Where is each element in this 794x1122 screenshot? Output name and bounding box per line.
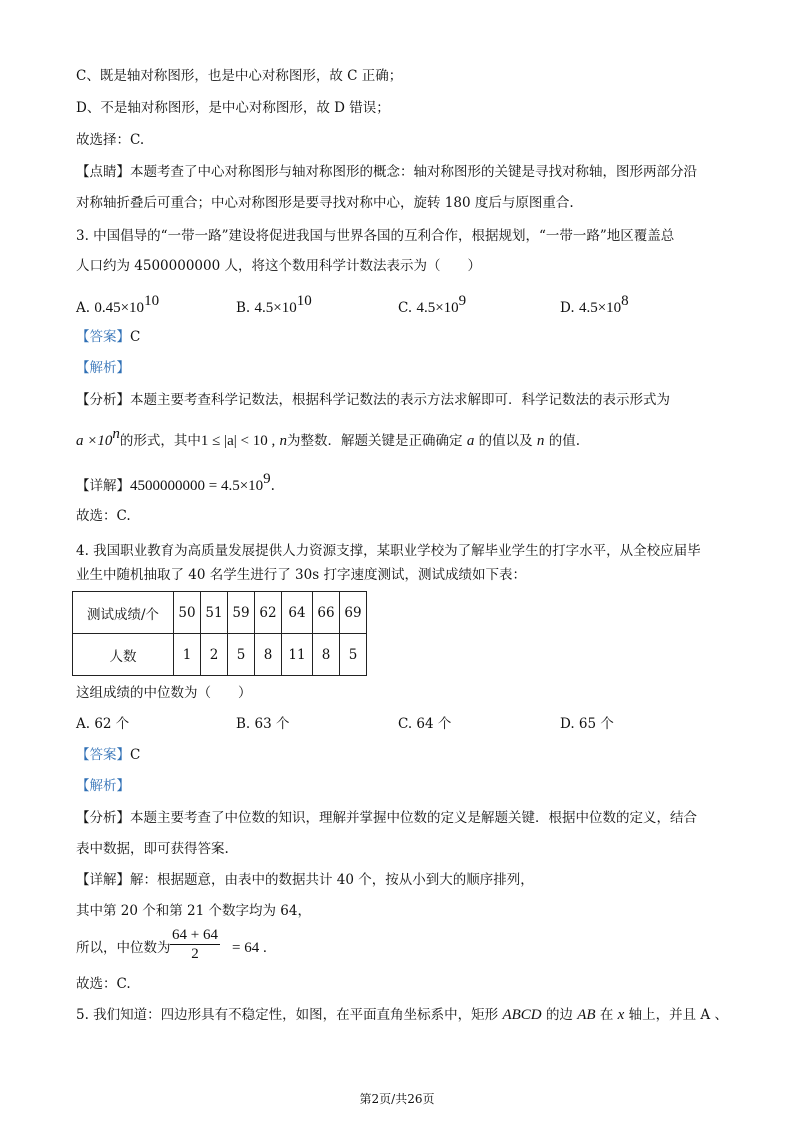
question-5-text: 5. 我们知道：四边形具有不稳定性，如图，在平面直角坐标系中，矩形 ABCD 的边 AB 在 x 轴上，并且 A 、 [76, 1007, 728, 1023]
table-cell: 66 [313, 592, 340, 634]
table-cell: 62 [255, 592, 282, 634]
analysis-text: 表中数据，即可获得答案. [76, 841, 229, 857]
table-row [73, 634, 367, 676]
answer-3: 【答案】C [76, 329, 141, 345]
question-4-text: 4. 我国职业教育为高质量发展提供人力资源支撑，某职业学校为了解毕业学生的打字水平，从全校应届毕 [76, 543, 701, 559]
detail-3: 【详解】$4500000000 = 4.5\times 10^9$. [76, 471, 275, 494]
option-a: A. $0.45\times 10^{10}$ [76, 293, 160, 316]
table-cell: 5 [228, 634, 255, 676]
option-a: A. 62 个 [76, 716, 130, 732]
option-c: C. 64 个 [398, 716, 452, 732]
analysis-text-2: $a \times 10^n$的形式，其中1 ≤ |a| < 10 , n为整数．解题关键是正确确定 a 的值以及 n 的值. [76, 426, 581, 449]
fraction: $\frac{64 + 64}{2}$ [172, 927, 218, 962]
table-cell: 59 [228, 592, 255, 634]
option-c: C. $4.5\times 10^9$ [398, 293, 467, 316]
analysis-tag: 【解析】 [76, 778, 130, 794]
answer-tag: 【答案】 [76, 329, 130, 345]
table-cell: 51 [201, 592, 228, 634]
analysis-text: 【分析】本题主要考查科学记数法，根据科学记数法的表示方法求解即可．科学记数法的表示形式为 [76, 392, 670, 408]
table-cell: 8 [313, 634, 340, 676]
text-line: 故选：C. [76, 976, 131, 992]
text-line: 故选：C. [76, 508, 131, 524]
question-3-text: 3. 中国倡导的“一带一路”建设将促进我国与世界各国的互利合作，根据规划，“一带一路”地区覆盖总 [76, 228, 675, 244]
answer-tag: 【答案】 [76, 747, 130, 763]
table-cell: 5 [340, 634, 367, 676]
detail-4: 其中第 20 个和第 21 个数字均为 64， [76, 903, 311, 919]
text-line: 故选择：C. [76, 132, 145, 148]
page-footer: 第2页/共26页 [359, 1092, 435, 1106]
table-cell: 8 [255, 634, 282, 676]
table-cell: 1 [174, 634, 201, 676]
table-row [73, 592, 367, 634]
text-line: 【点睛】本题考查了中心对称图形与轴对称图形的概念：轴对称图形的关键是寻找对称轴，图形两部分沿 [76, 164, 697, 180]
question-3-text: 人口约为 4500000000 人，将这个数用科学计数法表示为（ ） [76, 258, 481, 274]
detail-4-formula: 所以，中位数为 [76, 940, 171, 956]
analysis-tag: 【解析】 [76, 360, 130, 376]
option-d: D. 65 个 [560, 716, 614, 732]
option-b: B. 63 个 [236, 716, 290, 732]
question-4-text: 业生中随机抽取了 40 名学生进行了 30s 打字速度测试，测试成绩如下表： [76, 567, 526, 583]
table-cell: 64 [282, 592, 313, 634]
table-cell: 2 [201, 634, 228, 676]
table-cell: 50 [174, 592, 201, 634]
score-table [72, 591, 367, 676]
table-cell: 11 [282, 634, 313, 676]
formula-result: = 64 . [232, 940, 267, 956]
question-4-text: 这组成绩的中位数为（ ） [76, 685, 252, 701]
text-line: D、不是轴对称图形，是中心对称图形，故 D 错误； [76, 100, 390, 116]
table-header-cell: 测试成绩/个 [73, 592, 174, 634]
text-line: 对称轴折叠后可重合；中心对称图形是要寻找对称中心，旋转 180 度后与原图重合. [76, 195, 574, 211]
option-b: B. $4.5\times 10^{10}$ [236, 293, 312, 316]
option-d: D. $4.5\times 10^8$ [560, 293, 629, 316]
detail-4: 【详解】解：根据题意，由表中的数据共计 40 个，按从小到大的顺序排列， [76, 872, 534, 888]
analysis-text: 【分析】本题主要考查了中位数的知识，理解并掌握中位数的定义是解题关键．根据中位数的定义，结合 [76, 810, 697, 826]
table-cell: 69 [340, 592, 367, 634]
text-line: C、既是轴对称图形，也是中心对称图形，故 C 正确； [76, 68, 403, 84]
answer-4: 【答案】C [76, 747, 141, 763]
table-header-cell: 人数 [73, 634, 174, 676]
